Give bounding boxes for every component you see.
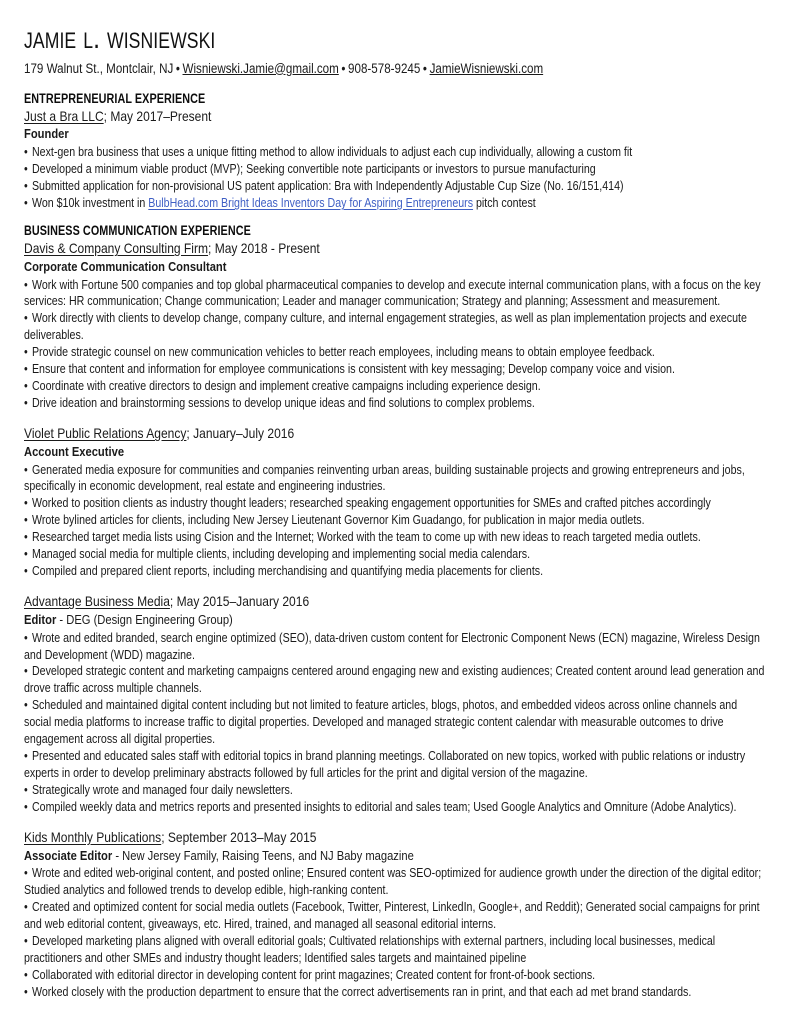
job-bullet-text (24, 697, 765, 748)
phone-text: 908-578-9245 (348, 60, 421, 76)
bullet-glyph-icon: • (24, 179, 28, 194)
bullet-text: Wrote bylined articles for clients, including New Jersey Lieutenant Governor Kim Guadango, for publication in major media outlets. (31, 513, 645, 528)
job-org-line-inner (24, 107, 211, 126)
job-bullet (24, 462, 765, 496)
section-title (24, 91, 765, 106)
job-bullet (24, 310, 765, 344)
resume-sections (24, 91, 765, 1001)
job-org-line (24, 239, 765, 258)
job-entry (24, 828, 765, 1001)
bullet-text: Worked closely with the production department to ensure that the correct advertisements ran in print, and that each ad met brand standards. (31, 984, 692, 999)
bullet-glyph-icon: • (24, 984, 28, 999)
bullet-text: Developed strategic content and marketing campaigns centered around engaging new and existing audiences; Created content around lead generation and drove traffic across multiple channels. (24, 664, 765, 696)
job-org-line (24, 828, 765, 847)
job-role-line (24, 259, 765, 276)
bullet-glyph-icon: • (24, 379, 28, 394)
job-bullet (24, 361, 765, 378)
bullet-glyph-icon: • (24, 564, 28, 579)
job-org-line-inner (24, 424, 294, 443)
bullet-text-post: pitch contest (473, 196, 536, 211)
bullet-glyph-icon: • (24, 311, 28, 326)
bullet-glyph-icon: • (24, 698, 28, 713)
bullet-text: Developed a minimum viable product (MVP); Seeking convertible note participants or investors to pursue manufacturing (31, 162, 596, 177)
job-bullet (24, 546, 765, 563)
job-organization: Advantage Business Media (24, 593, 170, 610)
bullet-text: Ensure that content and information for employee communications is consistent with key messaging; Develop company voice and vision. (31, 362, 675, 377)
job-bullet-text (24, 748, 765, 782)
bullet-glyph-icon: • (24, 277, 28, 292)
job-bullet (24, 161, 765, 178)
job-bullet (24, 799, 765, 816)
job-bullet (24, 395, 765, 412)
bullet-text: Scheduled and maintained digital content including but not limited to feature articles, blogs, photos, and embedded videos across online channels and social media platforms to increase traffic to digital properties. Developed and managed strategic content calendar with measurable outcomes to drive engagement across all digital properties. (24, 698, 738, 747)
job-organization: Violet Public Relations Agency (24, 425, 187, 442)
job-organization: Davis & Company Consulting Firm (24, 240, 209, 257)
job-bullet-list (24, 630, 765, 816)
bullet-glyph-icon: • (24, 162, 28, 177)
job-bullet-text (24, 378, 765, 395)
bullet-text: Work with Fortune 500 companies and top global pharmaceutical companies to develop and execute internal communication plans, with a focus on the key services: HR communication; Change communication; Leader and manager communication; Strategy and planning; Assessment and measurement. (24, 277, 761, 309)
bullet-text: Drive ideation and brainstorming sessions to develop unique ideas and find solutions to complex problems. (31, 396, 535, 411)
email-link[interactable]: Wisniewski.Jamie@gmail.com (182, 60, 339, 76)
job-bullet (24, 195, 765, 212)
job-org-line-inner (24, 239, 320, 258)
bullet-text: Wrote and edited branded, search engine optimized (SEO), data-driven custom content for Electronic Component News (ECN) magazine, Wireless Design and Development (WDD) magazine. (24, 630, 760, 662)
job-role-line (24, 444, 765, 461)
contact-separator-3: • (422, 60, 428, 76)
bullet-glyph-icon: • (24, 362, 28, 377)
job-bullet (24, 933, 765, 967)
job-bullet (24, 344, 765, 361)
job-bullet-list (24, 462, 765, 581)
bullet-glyph-icon: • (24, 749, 28, 764)
bullet-glyph-icon: • (24, 547, 28, 562)
job-bullet-text (24, 161, 765, 178)
job-bullet (24, 865, 765, 899)
bullet-glyph-icon: • (24, 799, 28, 814)
job-bullet-text (24, 933, 765, 967)
job-bullet (24, 984, 765, 1001)
job-organization: Just a Bra LLC (24, 107, 104, 124)
job-bullet (24, 782, 765, 799)
job-org-line-inner (24, 592, 309, 611)
bullet-glyph-icon: • (24, 530, 28, 545)
bullet-text: Strategically wrote and managed four daily newsletters. (31, 783, 293, 798)
job-bullet (24, 697, 765, 748)
bullet-text: Next-gen bra business that uses a unique fitting method to allow individuals to adjust each cup individually, allowing a custom fit (31, 145, 633, 160)
contact-separator-2: • (341, 60, 346, 76)
job-role-title: Associate Editor (24, 847, 113, 863)
job-bullet-text (24, 563, 765, 580)
job-role-detail: - DEG (Design Engineering Group) (56, 611, 233, 627)
job-bullet (24, 563, 765, 580)
job-dates: ; May 2018 - Present (208, 240, 320, 257)
bullet-glyph-icon: • (24, 496, 28, 511)
job-role-title: Founder (24, 126, 69, 142)
job-bullet (24, 495, 765, 512)
bullet-glyph-icon: • (24, 396, 28, 411)
job-role-title: Editor (24, 611, 57, 627)
job-bullet-text (24, 361, 765, 378)
job-dates: ; January–July 2016 (186, 425, 295, 442)
bullet-glyph-icon: • (24, 900, 28, 915)
job-dates: ; May 2017–Present (103, 107, 212, 124)
job-org-line (24, 592, 765, 611)
resume-section (24, 223, 765, 1001)
job-entry (24, 424, 765, 580)
bullet-text: Worked to position clients as industry thought leaders; researched speaking engagement opportunities for SMEs and crafted pitches accordingly (31, 496, 711, 511)
bullet-glyph-icon: • (24, 630, 28, 645)
job-bullet-text (24, 782, 765, 799)
bullet-text: Created and optimized content for social media outlets (Facebook, Twitter, Pinterest, LinkedIn, Google+, and Reddit); Generated social campaigns for print and web editorial content, giveaways, etc. Hired, trained, and managed all seasonal editorial interns. (24, 900, 760, 932)
bullet-glyph-icon: • (24, 783, 28, 798)
section-title (24, 223, 765, 238)
job-role-line-inner (24, 612, 233, 629)
job-role-title: Account Executive (24, 443, 125, 459)
bullet-text: Work directly with clients to develop change, company culture, and internal engagement strategies, as well as plan implementation projects and execute deliverables. (24, 311, 747, 343)
bullet-glyph-icon: • (24, 196, 28, 211)
job-bullet-text (24, 395, 765, 412)
job-entry (24, 239, 765, 412)
bullet-text: Researched target media lists using Cision and the Internet; Worked with the team to come up with new ideas to reach targeted media outlets. (31, 530, 701, 545)
job-role-line-inner (24, 848, 414, 865)
job-bullet-list (24, 144, 765, 212)
job-bullet-text (24, 984, 765, 1001)
section-title-text: ENTREPRENEURIAL EXPERIENCE (24, 90, 206, 106)
job-bullet-text (24, 546, 765, 563)
job-bullet (24, 144, 765, 161)
bullet-glyph-icon: • (24, 934, 28, 949)
job-bullet (24, 748, 765, 782)
contact-line (24, 61, 765, 77)
bullet-glyph-icon: • (24, 664, 28, 679)
job-bullet-text (24, 495, 765, 512)
job-bullet (24, 512, 765, 529)
job-role-title: Corporate Communication Consultant (24, 258, 227, 274)
job-bullet-text (24, 512, 765, 529)
job-bullet (24, 899, 765, 933)
job-organization: Kids Monthly Publications (24, 828, 162, 845)
job-org-line-inner (24, 828, 316, 847)
job-entry (24, 592, 765, 816)
bullet-glyph-icon: • (24, 866, 28, 881)
job-role-line (24, 612, 765, 629)
job-org-line (24, 424, 765, 443)
bullet-text: Coordinate with creative directors to design and implement creative campaigns including experience design. (31, 379, 541, 394)
address-text: 179 Walnut St., Montclair, NJ (24, 60, 174, 76)
candidate-name-text: jamie l. wisniewski (24, 20, 216, 55)
job-bullet-text (24, 967, 765, 984)
bullet-text: Presented and educated sales staff with editorial topics in brand planning meetings. Collaborated on new topics, worked with public relations or industry experts in order to develop preliminary abstracts followed by full articles for the print and digital version of the magazine. (24, 749, 746, 781)
job-role-line (24, 126, 765, 143)
contact-separator-1: • (175, 60, 180, 76)
bullet-text: Compiled and prepared client reports, including merchandising and quantifying media placements for clients. (31, 564, 544, 579)
job-bullet-text (24, 899, 765, 933)
bullet-glyph-icon: • (24, 145, 28, 160)
bullet-inline-link[interactable]: BulbHead.com Bright Ideas Inventors Day for Aspiring Entrepreneurs (148, 196, 474, 211)
job-bullet-text (24, 277, 765, 311)
job-bullet-text (24, 310, 765, 344)
job-role-line-inner (24, 444, 124, 461)
job-bullet-list (24, 277, 765, 413)
bullet-glyph-icon: • (24, 513, 28, 528)
job-bullet (24, 967, 765, 984)
bullet-text: Provide strategic counsel on new communication vehicles to better reach employees, including means to obtain employee feedback. (31, 345, 655, 360)
job-role-line-inner (24, 126, 69, 143)
bullet-glyph-icon: • (24, 345, 28, 360)
bullet-text: Developed marketing plans aligned with overall editorial goals; Cultivated relationships with external partners, including local businesses, medical practitioners and other SMEs and industry thought leaders; Identified sales targets and maintained pipeline (24, 934, 716, 966)
job-bullet (24, 277, 765, 311)
website-link[interactable]: JamieWisniewski.com (429, 60, 544, 76)
job-bullet-text (24, 462, 765, 496)
candidate-name (24, 22, 765, 54)
bullet-text: Generated media exposure for communities and companies reinventing urban areas, building sustainable projects and growing entrepreneurs and jobs, specifically in economic development, real estate and engineering industries. (24, 462, 745, 494)
job-role-line-inner (24, 259, 226, 276)
job-bullet-text (24, 630, 765, 664)
job-bullet-text (24, 865, 765, 899)
bullet-text: Collaborated with editorial director in developing content for print magazines; Created content for front-of-book sections. (31, 968, 596, 983)
job-bullet (24, 529, 765, 546)
job-bullet-text (24, 178, 765, 195)
job-role-line (24, 848, 765, 865)
job-bullet (24, 663, 765, 697)
job-org-line (24, 107, 765, 126)
bullet-glyph-icon: • (24, 968, 28, 983)
contact-line-inner (24, 61, 543, 77)
job-dates: ; May 2015–January 2016 (169, 593, 310, 610)
bullet-text: Managed social media for multiple clients, including developing and implementing social media calendars. (31, 547, 531, 562)
job-bullet-text (24, 799, 765, 816)
bullet-text: Submitted application for non-provisional US patent application: Bra with Independently Adjustable Cup Size (No. 16/151,414) (31, 179, 624, 194)
job-bullet-text (24, 144, 765, 161)
job-bullet-text (24, 344, 765, 361)
bullet-glyph-icon: • (24, 462, 28, 477)
job-dates: ; September 2013–May 2015 (161, 828, 317, 845)
job-bullet (24, 630, 765, 664)
job-bullet (24, 378, 765, 395)
job-bullet-text (24, 529, 765, 546)
bullet-text: Wrote and edited web-original content, and posted online; Ensured content was SEO-optimized for audience growth under the direction of the digital editor; Studied analytics and followed trends to develop edible, high-ranking content. (24, 866, 762, 898)
bullet-text-pre: Won $10k investment in (31, 196, 149, 211)
bullet-text: Compiled weekly data and metrics reports and presented insights to editorial and sales team; Used Google Analytics and Omniture (Adobe Analytics). (31, 799, 737, 814)
job-bullet-text (24, 195, 765, 212)
job-bullet-list (24, 865, 765, 1001)
job-entry (24, 107, 765, 212)
job-bullet (24, 178, 765, 195)
resume-section (24, 91, 765, 212)
section-title-text: BUSINESS COMMUNICATION EXPERIENCE (24, 223, 251, 239)
job-role-detail: - New Jersey Family, Raising Teens, and NJ Baby magazine (112, 847, 414, 863)
job-bullet-text (24, 663, 765, 697)
